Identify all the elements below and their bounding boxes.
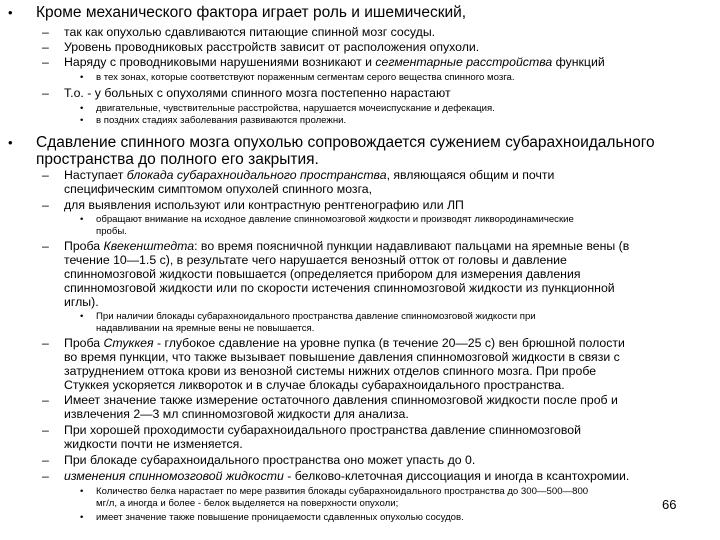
sub-list-item: • Количество белка нарастает по мере развития блокады субарахноидального пространства до 300—500—800 мг/л, а иногда и более - белок выделяется на поверхности опухоли;: [80, 486, 589, 509]
dash-icon: –: [42, 469, 49, 483]
sub-list-item: • в тех зонах, которые соответствуют пораженным сегментам серого вещества спинного мозга.: [80, 72, 515, 83]
dash-icon: –: [42, 86, 49, 100]
bullet-icon: •: [80, 115, 84, 126]
bullet-icon: •: [80, 72, 84, 83]
bullet-icon: •: [80, 512, 84, 523]
list-item: – Имеет значение также измерение остаточного давления спинномозговой жидкости после проб и извлечения 2—3 мл спинномозговой жидкости для анализа.: [42, 393, 618, 421]
sub-list-item: • в поздних стадиях заболевания развиваются пролежни.: [80, 115, 347, 126]
list-item: – При хорошей проходимости субарахноидального пространства давление спинномозговой жидкости почти не изменяется.: [42, 423, 581, 451]
bullet-icon: •: [80, 103, 84, 114]
list-item: – При блокаде субарахноидального пространства оно может упасть до 0.: [42, 453, 476, 467]
dash-icon: –: [42, 336, 49, 350]
dash-icon: –: [42, 25, 49, 39]
sub-list-item: • При наличии блокады субарахноидального пространства давление спинномозговой жидкости при надавливании на яремные вены не повышается.: [80, 311, 536, 334]
list-item: – для выявления используют или контрастную рентгенографию или ЛП: [42, 198, 464, 212]
dash-icon: –: [42, 453, 49, 467]
page-number: 66: [662, 497, 677, 512]
dash-icon: –: [42, 168, 49, 182]
list-item: – Т.о. - у больных с опухолями спинного мозга постепенно нарастают: [42, 86, 451, 100]
sub-list-item: • имеет значение также повышение проницаемости сдавленных опухолью сосудов.: [80, 512, 464, 523]
list-item: – Наступает блокада субарахноидального пространства, являющаяся общим и почти специфическим симптомом опухолей спинного мозга,: [42, 168, 555, 196]
dash-icon: –: [42, 423, 49, 437]
list-item: – Проба Квекенштедта: во время поясничной пункции надавливают пальцами на яремные вены (в течение 10—1.5 с), в результате чего нарушается венозный отток от головы и давление спинномозговой жидкости повышается (определяется прибором для измерения давления спинномозговой жидкости или по скорости истечения спинномозговой жидкости из пункционной иглы).: [42, 239, 630, 309]
dash-icon: –: [42, 198, 49, 212]
bullet-icon: •: [8, 5, 13, 20]
section2-heading: • Сдавление спинного мозга опухолью сопровождается сужением субарахноидального пространства до полного его закрытия.: [8, 134, 655, 168]
sub-list-item: • двигательные, чувствительные расстройства, нарушается мочеиспускание и дефекация.: [80, 103, 495, 114]
dash-icon: –: [42, 55, 49, 69]
list-item: – изменения спинномозговой жидкости - белково-клеточная диссоциация и иногда в ксантохромии.: [42, 469, 630, 483]
list-item: – так как опухолью сдавливаются питающие спинной мозг сосуды.: [42, 25, 436, 39]
dash-icon: –: [42, 40, 49, 54]
section1-heading: • Кроме механического фактора играет роль и ишемический,: [8, 4, 467, 21]
dash-icon: –: [42, 239, 49, 253]
bullet-icon: •: [80, 486, 84, 497]
bullet-icon: •: [80, 214, 84, 225]
dash-icon: –: [42, 393, 49, 407]
bullet-icon: •: [8, 135, 13, 150]
bullet-icon: •: [80, 311, 84, 322]
sub-list-item: • обращают внимание на исходное давление спинномозговой жидкости и производят ликвородинамические пробы.: [80, 214, 574, 237]
list-item: – Наряду с проводниковыми нарушениями возникают и сегментарные расстройства функций: [42, 55, 605, 69]
list-item: – Уровень проводниковых расстройств зависит от расположения опухоли.: [42, 40, 480, 54]
list-item: – Проба Стуккея - глубокое сдавление на уровне пупка (в течение 20—25 с) вен брюшной полости во время пункции, что также вызывает повышение давления спинномозговой жидкости в связи с затруднением оттока крови из венозной системы нижних отделов спинного мозга. При пробе Стуккея ускоряется ликвороток и в случае блокады субарахноидального пространства.: [42, 336, 625, 392]
